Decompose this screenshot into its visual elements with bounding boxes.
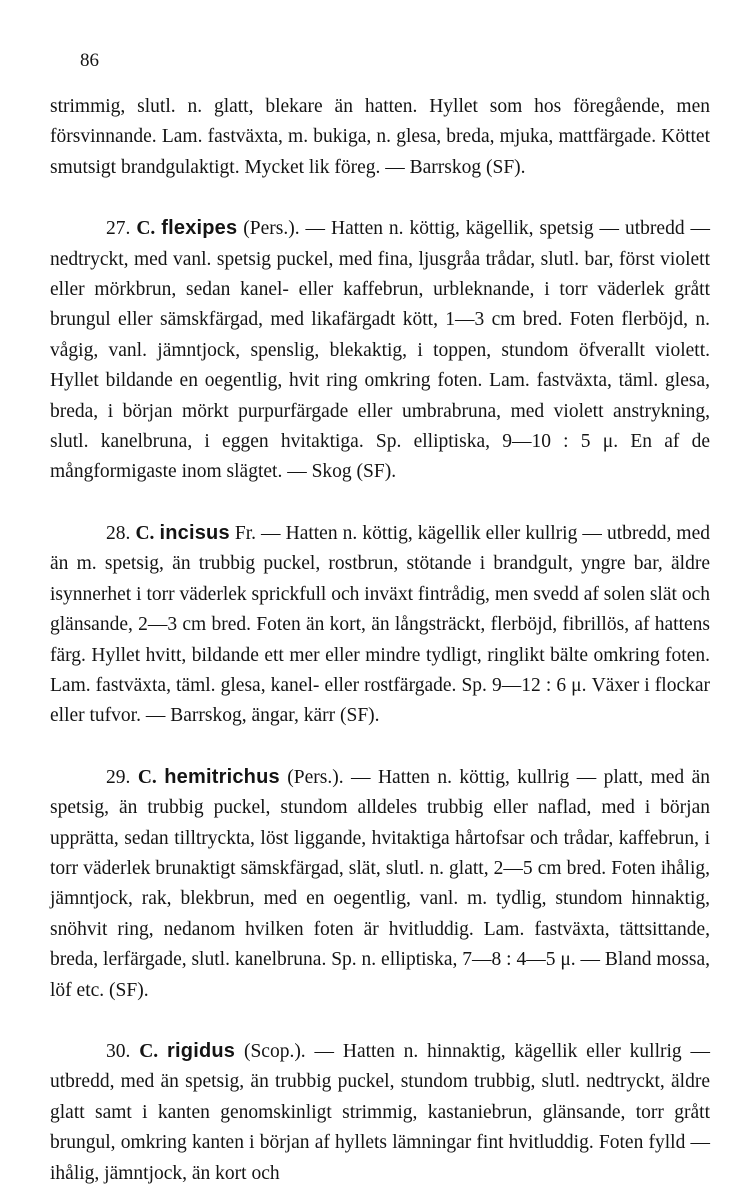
species-author: Fr. [229, 522, 256, 544]
page-number: 86 [80, 50, 99, 71]
species-entry-rigidus [50, 1036, 710, 1189]
genus-abbrev: C. [139, 1040, 159, 1062]
species-entry-hemitrichus [50, 762, 710, 1006]
species-name: incisus [159, 521, 230, 544]
species-name: flexipes [161, 217, 238, 240]
species-name: rigidus [167, 1039, 236, 1062]
species-description: — Hatten n. köttig, kägellik eller kullrig — utbredd, med än m. spetsig, än trubbig puckel, rostbrun, stötande i brandgult, yngre bar, äldre isynnerhet i torr väderlek sprickfull och inväxt fintrådig, men svedd af solen slät och glänsande, 2—3 cm bred. Foten än kort, än långsträckt, flerböjd, fibrillös, af hattens färg. Hyllet hvitt, bildande ett mer eller mindre tydligt, ringlikt bälte omkring foten. Lam. fastväxta, täml. glesa, kanel- eller rostfärgade. Sp. 9—12 : 6 μ. Växer i flockar eller tufvor. — Barrskog, ängar, kärr (SF). [50, 522, 711, 727]
species-author: (Pers.). [279, 766, 344, 788]
species-entry-incisus [50, 518, 710, 732]
species-description: — Hatten n. köttig, kullrig — platt, med än spetsig, än trubbig puckel, stundom alldeles trubbig eller naflad, med i början upprätta, sedan tilltryckta, löst liggande, hvitaktiga hårtofsar och trådar, kaffebrun, i torr väderlek brunaktigt sämskfärgad, slät, slutl. n. glatt, 2—5 cm bred. Foten ihålig, jämntjock, rak, blekbrun, med en oegentlig, vanl. m. tydlig, stundom hinnaktig, snöhvit ring, nedanom hvilken foten är hvitluddig. Lam. fastväxta, tättsittande, breda, lerfärgade, slutl. kanelbruna. Sp. n. elliptiska, 7—8 : 4—5 μ. — Bland mossa, löf etc. (SF). [50, 766, 711, 1001]
genus-abbrev: C. [135, 522, 155, 544]
species-entry-flexipes [50, 213, 710, 488]
body-text [50, 92, 710, 1189]
intro-paragraph: strimmig, slutl. n. glatt, blekare än hatten. Hyllet som hos föregående, men försvinnande. Lam. fastväxta, m. bukiga, n. glesa, breda, mjuka, mattfärgade. Köttet smutsigt brandgulaktigt. Mycket lik föreg. — Barrskog (SF). [50, 96, 710, 178]
species-author: (Scop.). [235, 1040, 306, 1062]
species-description: — Hatten n. köttig, kägellik, spetsig — utbredd — nedtryckt, med vanl. spetsig puckel, med fina, ljusgråa trådar, slutl. bar, först violett eller mörkbrun, sedan kanel- eller kaffebrun, urbleknande, i torr väderlek grått brungul eller sämskfärgad, med likafärgadt kött, 1—3 cm bred. Foten flerböjd, n. vågig, vanl. jämntjock, spenslig, blekaktig, i toppen, stundom öfverallt violett. Hyllet bildande en oegentlig, hvit ring omkring foten. Lam. fastväxta, täml. glesa, breda, i början mörkt purpurfärgade eller umbrabruna, med violett anstrykning, slutl. kanelbruna, i eggen hvitaktiga. Sp. elliptiska, 9—10 : 5 μ. En af de mångformigaste inom slägtet. — Skog (SF). [50, 218, 711, 483]
species-description: — Hatten n. hinnaktig, kägellik eller kullrig — utbredd, med än spetsig, än trubbig puckel, stundom trubbig, slutl. nedtryckt, äldre glatt samt i kanten genomskinligt strimmig, kastaniebrun, glänsande, torr grått brungul, omkring kanten i början af hyllets lämningar fint hvitluddig. Foten fylld — ihålig, jämntjock, än kort och [50, 1040, 710, 1184]
species-name: hemitrichus [164, 765, 280, 788]
entry-number: 27. [106, 218, 131, 240]
species-author: (Pers.). [237, 218, 300, 240]
entry-number: 28. [106, 522, 131, 544]
genus-abbrev: C. [137, 766, 157, 788]
genus-abbrev: C. [136, 218, 156, 240]
entry-number: 29. [106, 766, 131, 788]
entry-number: 30. [106, 1040, 131, 1062]
